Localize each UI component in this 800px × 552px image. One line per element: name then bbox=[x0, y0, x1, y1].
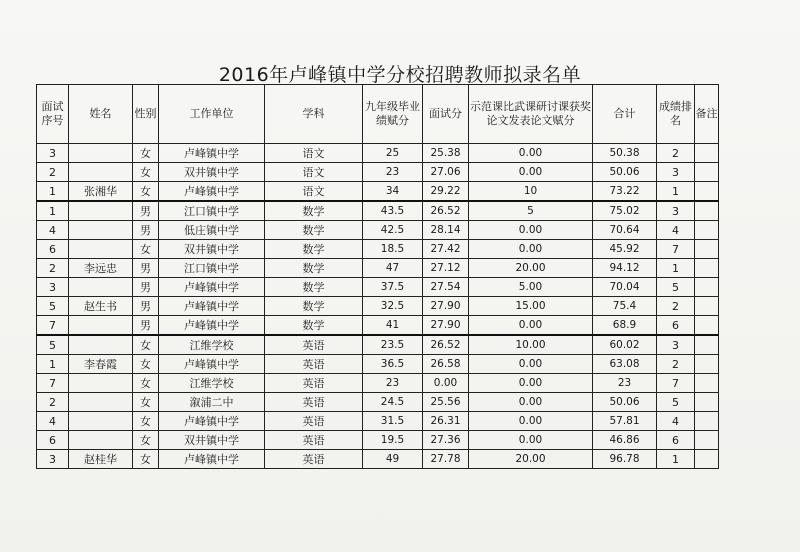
cell-grade9: 23.5 bbox=[363, 335, 423, 355]
table-row bbox=[37, 316, 719, 336]
header-remark: 备注 bbox=[695, 85, 719, 144]
cell-award: 0.00 bbox=[469, 144, 593, 163]
cell-award: 0.00 bbox=[469, 412, 593, 431]
table-row bbox=[37, 144, 719, 163]
cell-remark bbox=[695, 316, 719, 336]
table-row bbox=[37, 259, 719, 278]
cell-grade9: 23 bbox=[363, 374, 423, 393]
cell-award: 10.00 bbox=[469, 335, 593, 355]
cell-unit: 双井镇中学 bbox=[159, 431, 265, 450]
cell-gender: 男 bbox=[133, 278, 159, 297]
cell-name bbox=[69, 278, 133, 297]
cell-unit: 江维学校 bbox=[159, 374, 265, 393]
cell-seq: 7 bbox=[37, 374, 69, 393]
cell-name bbox=[69, 412, 133, 431]
cell-name bbox=[69, 201, 133, 221]
cell-gender: 女 bbox=[133, 412, 159, 431]
table-row bbox=[37, 450, 719, 469]
table-row bbox=[37, 221, 719, 240]
cell-interview: 27.12 bbox=[423, 259, 469, 278]
header-rank: 成绩排名 bbox=[657, 85, 695, 144]
cell-grade9: 41 bbox=[363, 316, 423, 336]
cell-rank: 7 bbox=[657, 240, 695, 259]
cell-remark bbox=[695, 335, 719, 355]
table-row bbox=[37, 182, 719, 202]
cell-subject: 数学 bbox=[265, 259, 363, 278]
cell-name: 李春霞 bbox=[69, 355, 133, 374]
cell-gender: 男 bbox=[133, 316, 159, 336]
cell-remark bbox=[695, 221, 719, 240]
cell-seq: 5 bbox=[37, 335, 69, 355]
cell-remark bbox=[695, 240, 719, 259]
cell-seq: 5 bbox=[37, 297, 69, 316]
header-name: 姓名 bbox=[69, 85, 133, 144]
cell-total: 94.12 bbox=[593, 259, 657, 278]
cell-award: 20.00 bbox=[469, 259, 593, 278]
cell-grade9: 19.5 bbox=[363, 431, 423, 450]
cell-interview: 27.90 bbox=[423, 316, 469, 336]
cell-total: 50.38 bbox=[593, 144, 657, 163]
cell-gender: 女 bbox=[133, 374, 159, 393]
cell-subject: 数学 bbox=[265, 278, 363, 297]
cell-rank: 2 bbox=[657, 355, 695, 374]
cell-interview: 26.52 bbox=[423, 335, 469, 355]
cell-gender: 女 bbox=[133, 240, 159, 259]
cell-unit: 卢峰镇中学 bbox=[159, 355, 265, 374]
cell-remark bbox=[695, 355, 719, 374]
cell-name bbox=[69, 431, 133, 450]
cell-rank: 7 bbox=[657, 374, 695, 393]
table-row bbox=[37, 355, 719, 374]
cell-name bbox=[69, 240, 133, 259]
cell-unit: 江口镇中学 bbox=[159, 201, 265, 221]
cell-seq: 1 bbox=[37, 355, 69, 374]
cell-subject: 英语 bbox=[265, 393, 363, 412]
cell-rank: 1 bbox=[657, 259, 695, 278]
cell-award: 0.00 bbox=[469, 240, 593, 259]
cell-seq: 3 bbox=[37, 144, 69, 163]
table-row bbox=[37, 240, 719, 259]
cell-rank: 5 bbox=[657, 393, 695, 412]
cell-remark bbox=[695, 144, 719, 163]
cell-seq: 2 bbox=[37, 393, 69, 412]
cell-seq: 1 bbox=[37, 201, 69, 221]
cell-interview: 25.56 bbox=[423, 393, 469, 412]
cell-name bbox=[69, 144, 133, 163]
cell-total: 70.64 bbox=[593, 221, 657, 240]
cell-remark bbox=[695, 374, 719, 393]
cell-award: 0.00 bbox=[469, 221, 593, 240]
cell-rank: 2 bbox=[657, 297, 695, 316]
cell-total: 75.4 bbox=[593, 297, 657, 316]
cell-unit: 低庄镇中学 bbox=[159, 221, 265, 240]
roster-table bbox=[36, 84, 719, 469]
cell-gender: 女 bbox=[133, 144, 159, 163]
cell-remark bbox=[695, 201, 719, 221]
cell-remark bbox=[695, 431, 719, 450]
cell-award: 5.00 bbox=[469, 278, 593, 297]
table-row bbox=[37, 374, 719, 393]
cell-seq: 4 bbox=[37, 221, 69, 240]
cell-subject: 数学 bbox=[265, 240, 363, 259]
cell-interview: 27.78 bbox=[423, 450, 469, 469]
cell-gender: 女 bbox=[133, 393, 159, 412]
table-row bbox=[37, 393, 719, 412]
cell-subject: 英语 bbox=[265, 335, 363, 355]
cell-award: 10 bbox=[469, 182, 593, 202]
cell-subject: 英语 bbox=[265, 374, 363, 393]
cell-grade9: 31.5 bbox=[363, 412, 423, 431]
cell-rank: 4 bbox=[657, 221, 695, 240]
cell-interview: 27.06 bbox=[423, 163, 469, 182]
cell-unit: 卢峰镇中学 bbox=[159, 278, 265, 297]
cell-subject: 英语 bbox=[265, 450, 363, 469]
cell-gender: 女 bbox=[133, 355, 159, 374]
cell-subject: 数学 bbox=[265, 221, 363, 240]
cell-subject: 英语 bbox=[265, 431, 363, 450]
cell-award: 0.00 bbox=[469, 393, 593, 412]
cell-seq: 6 bbox=[37, 240, 69, 259]
cell-name: 张湘华 bbox=[69, 182, 133, 202]
cell-rank: 1 bbox=[657, 450, 695, 469]
cell-rank: 6 bbox=[657, 316, 695, 336]
cell-unit: 卢峰镇中学 bbox=[159, 297, 265, 316]
cell-interview: 27.36 bbox=[423, 431, 469, 450]
cell-subject: 英语 bbox=[265, 355, 363, 374]
cell-total: 63.08 bbox=[593, 355, 657, 374]
cell-subject: 数学 bbox=[265, 297, 363, 316]
cell-subject: 数学 bbox=[265, 201, 363, 221]
cell-rank: 3 bbox=[657, 163, 695, 182]
cell-grade9: 47 bbox=[363, 259, 423, 278]
table-header-row bbox=[37, 85, 719, 144]
cell-remark bbox=[695, 182, 719, 202]
cell-subject: 数学 bbox=[265, 316, 363, 336]
table-row bbox=[37, 431, 719, 450]
cell-rank: 6 bbox=[657, 431, 695, 450]
header-unit: 工作单位 bbox=[159, 85, 265, 144]
cell-unit: 双井镇中学 bbox=[159, 163, 265, 182]
cell-gender: 女 bbox=[133, 450, 159, 469]
cell-remark bbox=[695, 393, 719, 412]
cell-grade9: 24.5 bbox=[363, 393, 423, 412]
cell-name bbox=[69, 316, 133, 336]
cell-subject: 语文 bbox=[265, 144, 363, 163]
header-award: 示范课比武课研讨课获奖论文发表论文赋分 bbox=[469, 85, 593, 144]
cell-remark bbox=[695, 259, 719, 278]
cell-remark bbox=[695, 297, 719, 316]
cell-name: 赵生书 bbox=[69, 297, 133, 316]
cell-gender: 男 bbox=[133, 221, 159, 240]
cell-gender: 男 bbox=[133, 259, 159, 278]
header-seq: 面试序号 bbox=[37, 85, 69, 144]
cell-interview: 26.58 bbox=[423, 355, 469, 374]
cell-unit: 卢峰镇中学 bbox=[159, 144, 265, 163]
cell-seq: 1 bbox=[37, 182, 69, 202]
cell-subject: 语文 bbox=[265, 182, 363, 202]
cell-gender: 女 bbox=[133, 431, 159, 450]
cell-award: 5 bbox=[469, 201, 593, 221]
cell-grade9: 32.5 bbox=[363, 297, 423, 316]
cell-total: 75.02 bbox=[593, 201, 657, 221]
cell-interview: 28.14 bbox=[423, 221, 469, 240]
cell-grade9: 23 bbox=[363, 163, 423, 182]
header-subject: 学科 bbox=[265, 85, 363, 144]
cell-seq: 2 bbox=[37, 163, 69, 182]
cell-total: 45.92 bbox=[593, 240, 657, 259]
cell-total: 23 bbox=[593, 374, 657, 393]
cell-interview: 26.31 bbox=[423, 412, 469, 431]
cell-award: 0.00 bbox=[469, 431, 593, 450]
cell-award: 15.00 bbox=[469, 297, 593, 316]
cell-interview: 27.42 bbox=[423, 240, 469, 259]
cell-award: 0.00 bbox=[469, 374, 593, 393]
cell-total: 68.9 bbox=[593, 316, 657, 336]
roster-body bbox=[37, 144, 719, 469]
header-total: 合计 bbox=[593, 85, 657, 144]
cell-award: 20.00 bbox=[469, 450, 593, 469]
cell-interview: 0.00 bbox=[423, 374, 469, 393]
cell-rank: 3 bbox=[657, 335, 695, 355]
table-row bbox=[37, 297, 719, 316]
table-row bbox=[37, 412, 719, 431]
cell-unit: 双井镇中学 bbox=[159, 240, 265, 259]
cell-unit: 卢峰镇中学 bbox=[159, 450, 265, 469]
cell-grade9: 49 bbox=[363, 450, 423, 469]
cell-award: 0.00 bbox=[469, 316, 593, 336]
cell-seq: 3 bbox=[37, 278, 69, 297]
cell-rank: 4 bbox=[657, 412, 695, 431]
cell-remark bbox=[695, 450, 719, 469]
cell-grade9: 36.5 bbox=[363, 355, 423, 374]
cell-subject: 语文 bbox=[265, 163, 363, 182]
cell-rank: 1 bbox=[657, 182, 695, 202]
cell-seq: 6 bbox=[37, 431, 69, 450]
cell-name: 李远忠 bbox=[69, 259, 133, 278]
cell-name bbox=[69, 393, 133, 412]
cell-grade9: 25 bbox=[363, 144, 423, 163]
header-grade9: 九年级毕业绩赋分 bbox=[363, 85, 423, 144]
cell-unit: 卢峰镇中学 bbox=[159, 182, 265, 202]
cell-unit: 溆浦二中 bbox=[159, 393, 265, 412]
cell-rank: 5 bbox=[657, 278, 695, 297]
cell-remark bbox=[695, 412, 719, 431]
cell-gender: 女 bbox=[133, 335, 159, 355]
table-row bbox=[37, 201, 719, 221]
cell-name bbox=[69, 163, 133, 182]
cell-seq: 2 bbox=[37, 259, 69, 278]
cell-total: 50.06 bbox=[593, 393, 657, 412]
cell-unit: 江维学校 bbox=[159, 335, 265, 355]
cell-gender: 女 bbox=[133, 163, 159, 182]
cell-gender: 女 bbox=[133, 182, 159, 202]
cell-interview: 27.54 bbox=[423, 278, 469, 297]
cell-unit: 江口镇中学 bbox=[159, 259, 265, 278]
cell-seq: 4 bbox=[37, 412, 69, 431]
cell-remark bbox=[695, 163, 719, 182]
cell-award: 0.00 bbox=[469, 163, 593, 182]
cell-subject: 英语 bbox=[265, 412, 363, 431]
table-row bbox=[37, 278, 719, 297]
header-interview: 面试分 bbox=[423, 85, 469, 144]
table-row bbox=[37, 163, 719, 182]
cell-remark bbox=[695, 278, 719, 297]
cell-interview: 29.22 bbox=[423, 182, 469, 202]
cell-total: 57.81 bbox=[593, 412, 657, 431]
cell-grade9: 42.5 bbox=[363, 221, 423, 240]
cell-grade9: 34 bbox=[363, 182, 423, 202]
cell-seq: 7 bbox=[37, 316, 69, 336]
cell-name bbox=[69, 335, 133, 355]
cell-rank: 2 bbox=[657, 144, 695, 163]
cell-total: 60.02 bbox=[593, 335, 657, 355]
cell-total: 96.78 bbox=[593, 450, 657, 469]
cell-gender: 男 bbox=[133, 297, 159, 316]
cell-name: 赵桂华 bbox=[69, 450, 133, 469]
cell-grade9: 43.5 bbox=[363, 201, 423, 221]
cell-interview: 26.52 bbox=[423, 201, 469, 221]
cell-grade9: 18.5 bbox=[363, 240, 423, 259]
cell-rank: 3 bbox=[657, 201, 695, 221]
cell-seq: 3 bbox=[37, 450, 69, 469]
cell-total: 70.04 bbox=[593, 278, 657, 297]
cell-unit: 卢峰镇中学 bbox=[159, 412, 265, 431]
cell-grade9: 37.5 bbox=[363, 278, 423, 297]
table-row bbox=[37, 335, 719, 355]
cell-name bbox=[69, 221, 133, 240]
page-title: 2016年卢峰镇中学分校招聘教师拟录名单 bbox=[218, 64, 582, 86]
cell-gender: 男 bbox=[133, 201, 159, 221]
cell-total: 73.22 bbox=[593, 182, 657, 202]
cell-unit: 卢峰镇中学 bbox=[159, 316, 265, 336]
cell-interview: 27.90 bbox=[423, 297, 469, 316]
cell-award: 0.00 bbox=[469, 355, 593, 374]
header-gender: 性别 bbox=[133, 85, 159, 144]
cell-total: 46.86 bbox=[593, 431, 657, 450]
cell-name bbox=[69, 374, 133, 393]
cell-interview: 25.38 bbox=[423, 144, 469, 163]
cell-total: 50.06 bbox=[593, 163, 657, 182]
